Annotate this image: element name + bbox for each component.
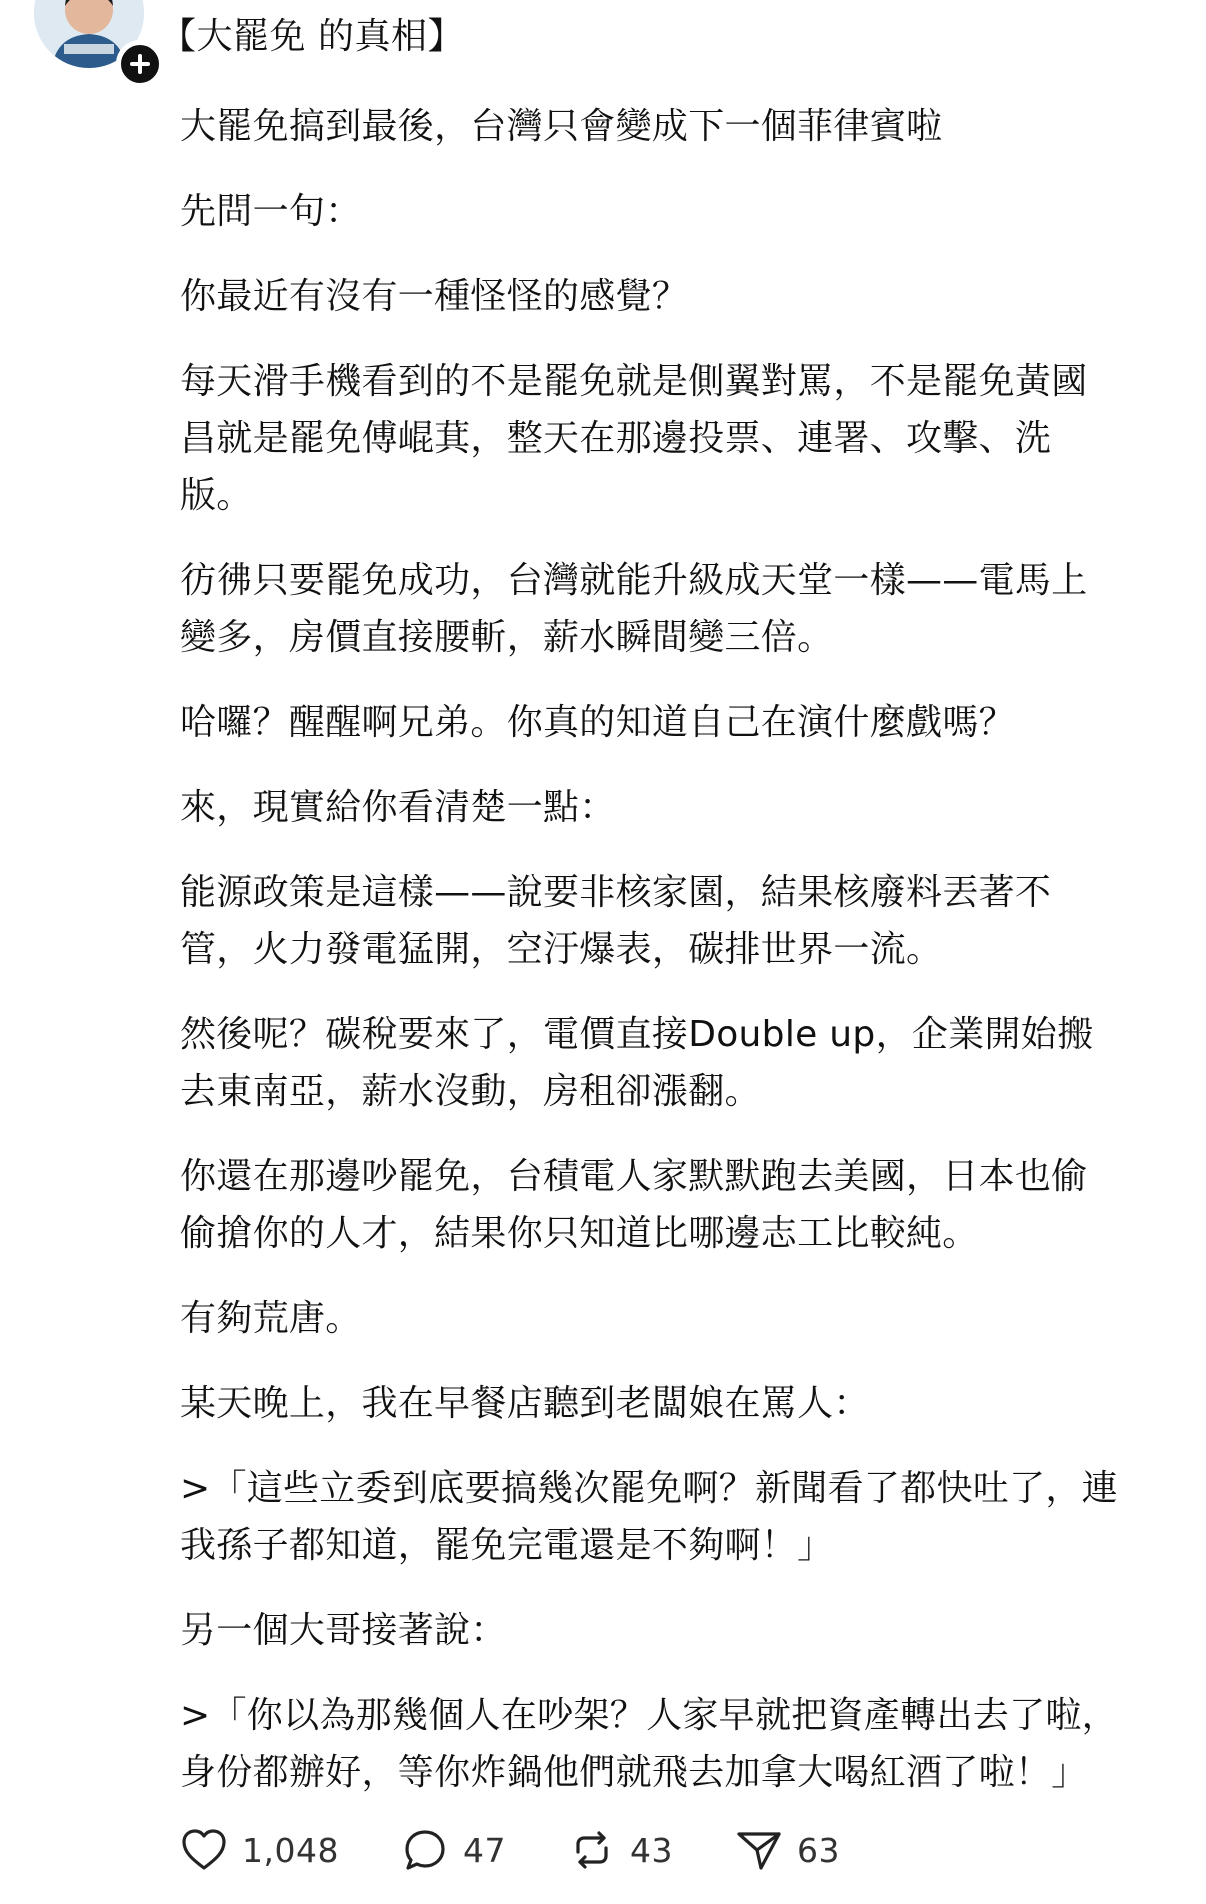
post-paragraph: 某天晚上，我在早餐店聽到老闆娘在罵人： [180,1383,870,1424]
post-paragraph: 每天滑手機看到的不是罷免就是側翼對罵，不是罷免黃國 昌就是罷免傅崐萁，整天在那邊投票、連署、攻擊、洗 版。 [180,361,1088,516]
post-paragraph: 然後呢？碳稅要來了，電價直接Double up，企業開始搬 去東南亞，薪水沒動，房租卻漲翻。 [180,1014,1094,1112]
comment-button[interactable] [399,1824,506,1876]
author-avatar-container[interactable] [34,0,144,68]
plus-icon [127,51,153,77]
post-action-bar [178,1822,900,1878]
comment-count: 47 [462,1830,506,1870]
post-paragraph: 彷彿只要罷免成功，台灣就能升級成天堂一樣——電馬上 變多，房價直接腰斬，薪水瞬間變三倍。 [180,560,1088,658]
post-paragraph: 你還在那邊吵罷免，台積電人家默默跑去美國，日本也偷 偷搶你的人才，結果你只知道比哪邊志工比較純。 [180,1156,1088,1254]
repost-button[interactable] [566,1824,673,1876]
heart-icon [178,1824,230,1876]
share-button[interactable] [733,1824,840,1876]
paper-plane-icon [733,1824,785,1876]
post-paragraph: 能源政策是這樣——說要非核家園，結果核廢料丟著不 管，火力發電猛開，空汙爆表，碳排世界一流。 [180,872,1052,970]
post-paragraph: 先問一句： [180,191,362,232]
post-paragraph: 大罷免搞到最後，台灣只會變成下一個菲律賓啦 [180,106,943,147]
post-paragraph: 你最近有沒有一種怪怪的感覺？ [180,276,689,317]
post-paragraph: 有夠荒唐。 [180,1298,362,1339]
post-paragraph: 來，現實給你看清楚一點： [180,787,616,828]
repost-count: 43 [629,1830,673,1870]
post-quote: >「這些立委到底要搞幾次罷免啊？新聞看了都快吐了，連 我孫子都知道，罷免完電還是不夠啊！」 [180,1468,1118,1566]
like-count: 1,048 [242,1830,339,1870]
share-count: 63 [796,1830,840,1870]
post-paragraph: 哈囉？醒醒啊兄弟。你真的知道自己在演什麼戲嗎？ [180,702,1015,743]
post-body [180,98,1170,1829]
post-paragraph: 另一個大哥接著說： [180,1610,507,1651]
like-button[interactable] [178,1824,339,1876]
post-quote: >「你以為那幾個人在吵架？人家早就把資產轉出去了啦， 身份都辦好，等你炸鍋他們就飛去加拿大喝紅酒了啦！」 [180,1695,1118,1793]
comment-bubble-icon [399,1824,451,1876]
post-title: 【大罷免 的真相】 [160,16,464,57]
follow-button[interactable] [116,40,164,88]
repost-arrows-icon [566,1824,618,1876]
